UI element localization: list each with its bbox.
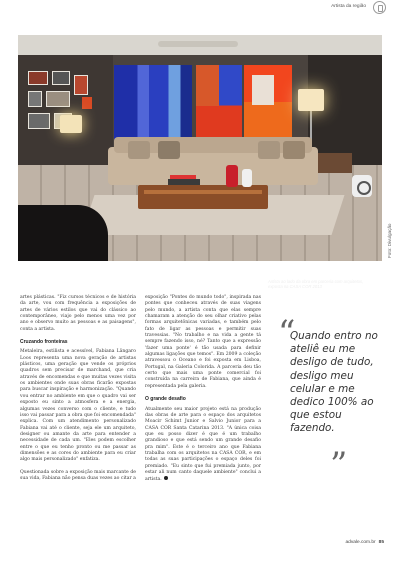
stool xyxy=(352,175,372,197)
paragraph-text: Atualmente seu maior projeto está na produção das obras de arte para o espaço dos arquitetos Moacir Schimt Junior e Salvio Junior para a CASA COR Santa Catarina 2013. "A única coisa que eu posso dizer é que é um trabalho grandioso e que está sendo um grande desafio pra mim". Este é o terceiro ano que Fabiana trabalha com os arquitetos na CASA COR, e em todas as suas participações o espaço deles foi premiado. "Eu sinto que fui premiada junto, por estar ali num canto daquele ambiente" conclui a artista. xyxy=(145,406,261,483)
close-quote-icon: ” xyxy=(330,445,348,485)
artwork-center-panel xyxy=(196,65,242,139)
photo-caption: Artista ao lado da obra em parceria com arquitetos, exposta na CASA COR 2013 xyxy=(268,279,364,289)
paragraph-final xyxy=(145,407,261,484)
lamp-right xyxy=(298,89,324,111)
pillow xyxy=(258,141,280,159)
coffee-table xyxy=(138,185,268,209)
vase-white xyxy=(242,169,252,187)
page-header xyxy=(0,0,400,18)
vase-red xyxy=(226,165,238,187)
palette-icon xyxy=(373,1,386,14)
books xyxy=(168,179,200,185)
pillow xyxy=(128,141,150,159)
artwork-blue-panel xyxy=(114,65,192,139)
pillow xyxy=(158,141,180,159)
wall-frame xyxy=(28,71,48,85)
artwork-orange-panel xyxy=(244,65,292,139)
subheading: Cruzando fronteiras xyxy=(20,339,68,346)
paragraph: Questionada sobre a exposição mais marcante de sua vida, Fabiana não pensa duas vezes ao citar a xyxy=(20,469,136,481)
paragraph: exposição "Pontes do mundo todo", inspirada nas pontes que conheceu através de suas viagens pelo mundo, a artista conta que elas sempre chamaram a atenção do seu olhar criativo pelas formas arquitetônicas variadas, e também pelo fato de ligar as pessoas e permitir suas travessias. "No trabalho e na vida a gente tá sempre fazendo isso, né? Tanto que a expressão 'fazer uma ponte' é tão usada para definir algumas ligações que temos". Em 2009 a coleção atravessou o Oceano e foi exposta em Lisboa, Portugal, na Galeria Colorida. A parceria deu tão certo que mais uma ponte comercial foi construída na carreira de Fabiana, que ainda é representada pela galeria. xyxy=(145,295,261,389)
section-label: Artista da região xyxy=(331,4,366,9)
living-room-photo xyxy=(18,35,382,289)
paragraph: artes plásticas. "Fiz cursos técnicos e de história da arte, vou com frequência a exposições de artes de vários estilos que vai do clássico ao contemporâneo, viajo pelo menos uma vez por ano e observo muito as pessoas e as paisagens", conta a artista. xyxy=(20,295,136,332)
red-decor xyxy=(82,97,92,109)
armchair xyxy=(18,205,108,261)
side-table xyxy=(318,153,352,173)
wall-frame xyxy=(52,71,70,85)
pillow xyxy=(283,141,305,159)
lamp-left xyxy=(60,115,82,133)
paragraph: Metaleira, estilista e acessível, Fabiana Lângaro Loos representa uma nova geração de artistas plásticos, uma geração que vende os próprios quadros sem precisar de marchand, que cria através de encomendas e que muitas vezes visita os ambientes onde suas obras ficarão expostas para buscar inspiração e harmonização. "Quando vou entrar no ambiente em que o quadro vai ser exposto eu sinto a atmosfera e a energia, algumas vezes converso com o cliente, e tudo isso vai passar para a obra que foi encomendada" explica. Com um atendimento personalizado Fabiana vai até o cliente, seja ele um arquiteto, designer ou amante da arte para entender a necessidade de cada um. "Eles podem escolher entre o que eu tenho pronto ou me passar as dimensões e as cores do ambiente para eu criar algo mais personalizado" enfatiza. xyxy=(20,349,136,463)
page-footer xyxy=(346,540,384,545)
article-column-2 xyxy=(145,295,261,490)
subheading: O grande desafio xyxy=(145,396,186,403)
ceiling xyxy=(18,35,382,55)
page-number: 85 xyxy=(378,540,384,545)
photo-credit: Foto: Divulgação xyxy=(387,223,392,258)
article-column-1 xyxy=(20,295,136,488)
wall-frame xyxy=(28,91,42,107)
site-url: advale.com.br xyxy=(345,540,376,545)
end-mark-icon xyxy=(164,476,168,480)
wall-frame xyxy=(46,91,70,107)
pull-quote: Quando entro no ateliê eu me desligo de tudo, desligo meu celular e me dedico 100% ao que estou fazendo. xyxy=(290,330,378,435)
wall-frame xyxy=(74,75,88,95)
open-quote-icon: “ xyxy=(278,313,296,353)
wall-frame xyxy=(28,113,50,129)
